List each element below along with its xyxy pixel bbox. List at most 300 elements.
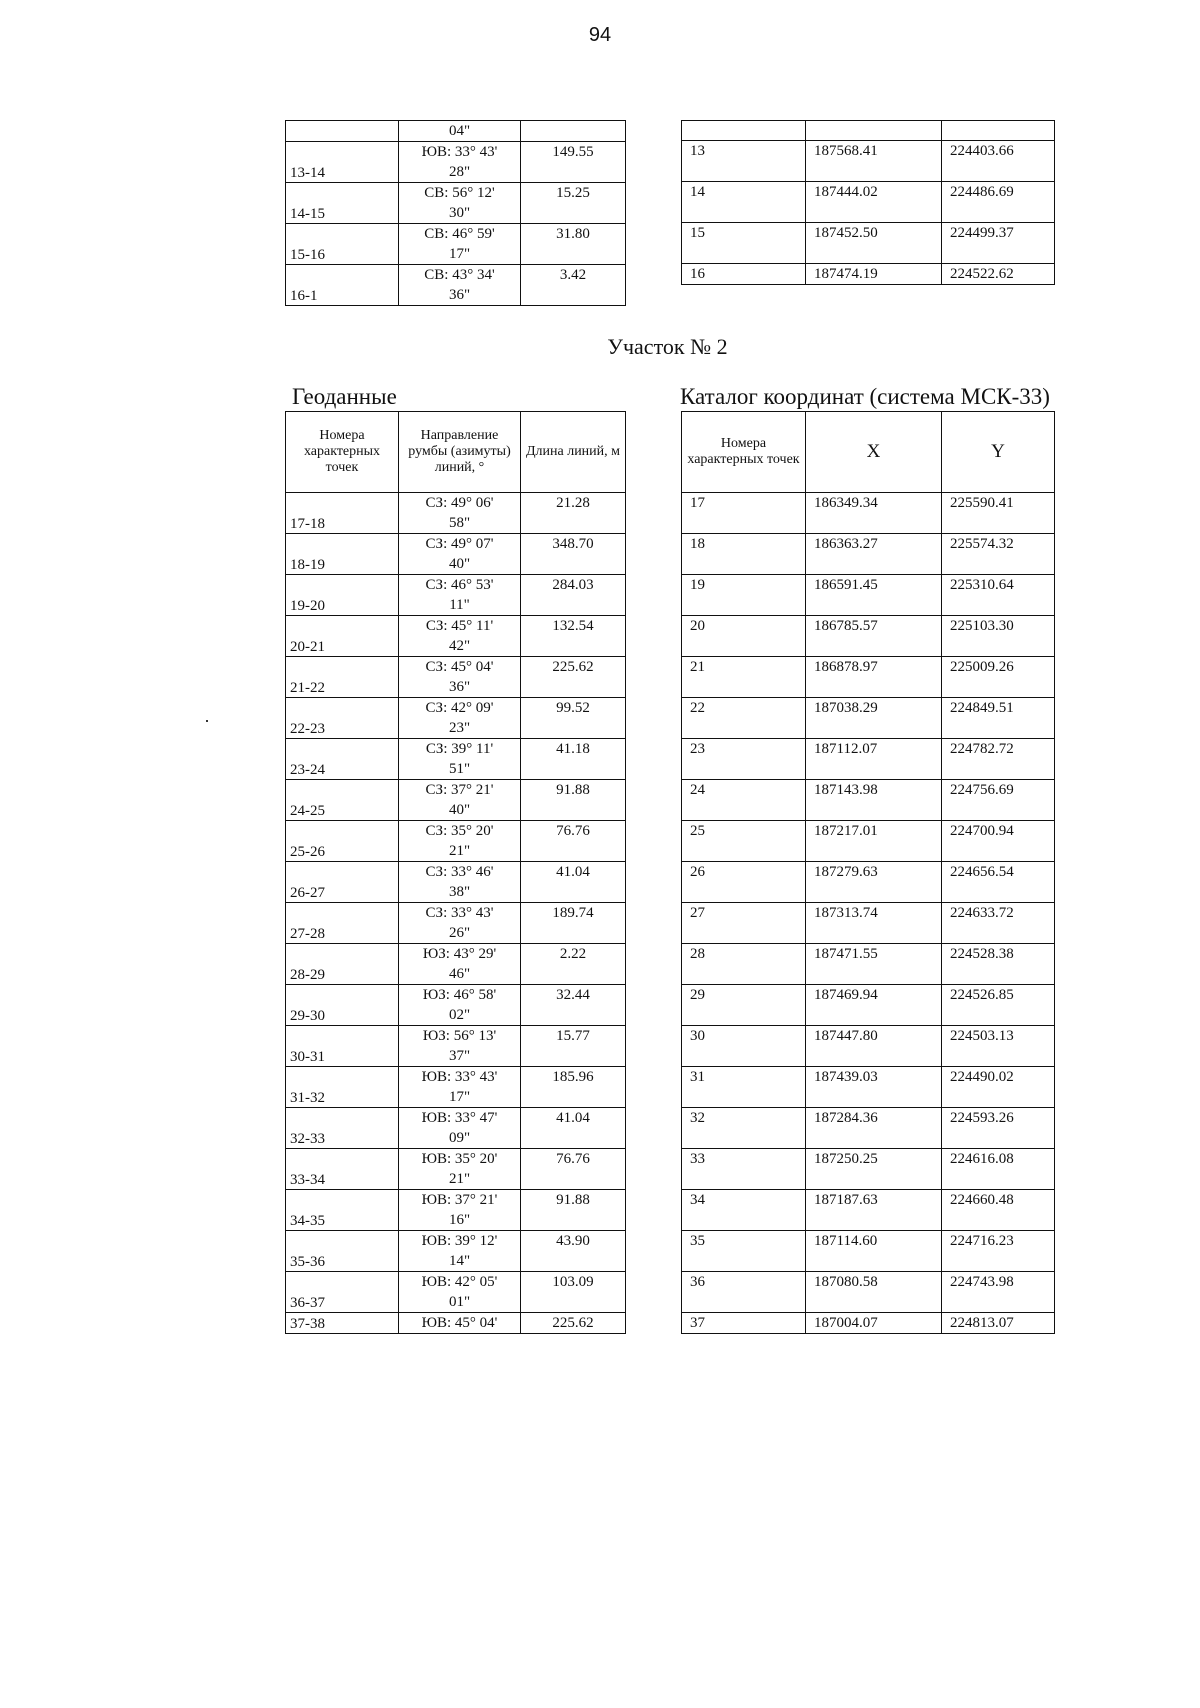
point-cell xyxy=(682,821,806,862)
x-cell-text: 187114.60 xyxy=(814,1233,878,1249)
y-cell xyxy=(942,1108,1055,1149)
y-cell-text: 224813.07 xyxy=(950,1315,1014,1331)
y-cell-text: 225574.32 xyxy=(950,536,1014,552)
length-cell-text: 348.70 xyxy=(552,536,594,552)
length-cell-text: 225.62 xyxy=(552,659,594,675)
length-cell xyxy=(521,1231,626,1272)
y-cell xyxy=(942,944,1055,985)
table-row xyxy=(286,183,626,224)
top-geodata-table xyxy=(285,120,626,306)
table-row xyxy=(682,944,1055,985)
segment-cell xyxy=(286,985,399,1026)
table-row xyxy=(286,657,626,698)
direction-cell-seconds: 09" xyxy=(448,1130,471,1146)
table-row xyxy=(682,657,1055,698)
point-cell-text: 36 xyxy=(690,1274,705,1290)
x-cell-text: 186363.27 xyxy=(814,536,878,552)
length-cell xyxy=(521,657,626,698)
point-cell xyxy=(682,1313,806,1334)
y-cell-text: 224503.13 xyxy=(950,1028,1014,1044)
y-cell xyxy=(942,1231,1055,1272)
segment-cell xyxy=(286,780,399,821)
x-cell xyxy=(806,903,942,944)
segment-cell-text: 30-31 xyxy=(290,1049,325,1065)
length-cell xyxy=(521,1067,626,1108)
segment-cell-text: 20-21 xyxy=(290,639,325,655)
segment-cell xyxy=(286,1108,399,1149)
x-cell-text: 186878.97 xyxy=(814,659,878,675)
point-cell xyxy=(682,264,806,285)
x-cell xyxy=(806,1190,942,1231)
x-cell-text: 187439.03 xyxy=(814,1069,878,1085)
length-cell xyxy=(521,265,626,306)
direction-cell xyxy=(399,903,521,944)
direction-cell-seconds: 16" xyxy=(448,1212,471,1228)
point-cell-text: 18 xyxy=(690,536,705,552)
y-cell xyxy=(942,985,1055,1026)
y-cell-text: 224526.85 xyxy=(950,987,1014,1003)
table-row xyxy=(682,739,1055,780)
table-row xyxy=(682,121,1055,141)
direction-cell-seconds: 23" xyxy=(448,720,471,736)
direction-cell xyxy=(399,575,521,616)
point-cell xyxy=(682,1190,806,1231)
direction-cell-text: СЗ: 45° 04' xyxy=(425,659,494,675)
length-cell-text: 132.54 xyxy=(552,618,594,634)
length-cell xyxy=(521,534,626,575)
length-cell xyxy=(521,493,626,534)
direction-cell-seconds: 38" xyxy=(448,884,471,900)
point-cell-text: 28 xyxy=(690,946,705,962)
y-cell xyxy=(942,182,1055,223)
direction-cell: 04" xyxy=(399,121,521,142)
direction-cell-text: СЗ: 35° 20' xyxy=(425,823,494,839)
header-points: Номера характерных точек xyxy=(682,412,806,493)
point-cell-text: 29 xyxy=(690,987,705,1003)
point-cell xyxy=(682,575,806,616)
y-cell-text: 224700.94 xyxy=(950,823,1014,839)
point-cell xyxy=(682,121,806,141)
table-row xyxy=(286,575,626,616)
segment-cell xyxy=(286,821,399,862)
point-cell xyxy=(682,1231,806,1272)
segment-cell-text: 23-24 xyxy=(290,762,325,778)
x-cell xyxy=(806,121,942,141)
table-row xyxy=(682,264,1055,285)
direction-cell-seconds: 46" xyxy=(448,966,471,982)
direction-cell-text: ЮВ: 33° 47' xyxy=(421,1110,498,1126)
direction-cell xyxy=(399,1149,521,1190)
y-cell xyxy=(942,1313,1055,1334)
segment-cell xyxy=(286,616,399,657)
length-cell-text: 99.52 xyxy=(556,700,590,716)
direction-cell-text: СВ: 56° 12' xyxy=(424,185,495,201)
table-row xyxy=(286,739,626,780)
table-row xyxy=(286,821,626,862)
table-row xyxy=(286,698,626,739)
direction-cell-seconds: 17" xyxy=(448,246,471,262)
y-cell xyxy=(942,121,1055,141)
direction-cell xyxy=(399,944,521,985)
point-cell-text: 15 xyxy=(690,225,705,241)
point-cell-text: 14 xyxy=(690,184,705,200)
point-cell xyxy=(682,616,806,657)
x-cell-text: 187469.94 xyxy=(814,987,878,1003)
x-cell xyxy=(806,739,942,780)
y-cell-text: 224756.69 xyxy=(950,782,1014,798)
direction-cell xyxy=(399,1313,521,1334)
segment-cell-text: 29-30 xyxy=(290,1008,325,1024)
point-cell xyxy=(682,1149,806,1190)
y-cell xyxy=(942,534,1055,575)
segment-cell-text: 35-36 xyxy=(290,1254,325,1270)
direction-cell-seconds: 37" xyxy=(448,1048,471,1064)
segment-cell xyxy=(286,862,399,903)
direction-cell xyxy=(399,1272,521,1313)
segment-cell xyxy=(286,903,399,944)
table-row xyxy=(682,1026,1055,1067)
header-length: Длина линий, м xyxy=(521,412,626,493)
geodata-table xyxy=(285,411,626,1334)
segment-cell xyxy=(286,1026,399,1067)
length-cell-text: 3.42 xyxy=(559,267,587,283)
length-cell-text: 91.88 xyxy=(556,1192,590,1208)
table-row xyxy=(682,493,1055,534)
point-cell xyxy=(682,657,806,698)
point-cell-text: 13 xyxy=(690,143,705,159)
table-row xyxy=(286,1026,626,1067)
direction-cell-text: СЗ: 37° 21' xyxy=(425,782,494,798)
y-cell xyxy=(942,862,1055,903)
direction-cell xyxy=(399,493,521,534)
x-cell-text: 186591.45 xyxy=(814,577,878,593)
table-row xyxy=(286,1149,626,1190)
coordinates-caption: Каталог координат (система МСК-33) xyxy=(680,384,1050,409)
y-cell xyxy=(942,1026,1055,1067)
length-cell xyxy=(521,862,626,903)
table-row xyxy=(682,903,1055,944)
point-cell-text: 22 xyxy=(690,700,705,716)
direction-cell-text: ЮВ: 33° 43' xyxy=(421,1069,498,1085)
table-row xyxy=(682,141,1055,182)
length-cell xyxy=(521,821,626,862)
x-cell-text: 187284.36 xyxy=(814,1110,878,1126)
length-cell-text: 189.74 xyxy=(552,905,594,921)
direction-cell-text: СЗ: 33° 43' xyxy=(425,905,494,921)
x-cell-text: 187143.98 xyxy=(814,782,878,798)
point-cell-text: 27 xyxy=(690,905,705,921)
table-row xyxy=(682,862,1055,903)
point-cell-text: 30 xyxy=(690,1028,705,1044)
x-cell-text: 187217.01 xyxy=(814,823,878,839)
direction-cell-seconds: 58" xyxy=(448,515,471,531)
y-cell xyxy=(942,739,1055,780)
point-cell-text: 19 xyxy=(690,577,705,593)
x-cell-text: 187004.07 xyxy=(814,1315,878,1331)
x-cell-text: 187313.74 xyxy=(814,905,878,921)
y-cell xyxy=(942,821,1055,862)
y-cell xyxy=(942,223,1055,264)
segment-cell-text: 28-29 xyxy=(290,967,325,983)
length-cell xyxy=(521,944,626,985)
direction-cell-text: СВ: 46° 59' xyxy=(424,226,495,242)
segment-cell xyxy=(286,698,399,739)
point-cell-text: 34 xyxy=(690,1192,705,1208)
table-row xyxy=(286,1190,626,1231)
y-cell-text: 225310.64 xyxy=(950,577,1014,593)
length-cell xyxy=(521,224,626,265)
direction-cell-seconds: 42" xyxy=(448,638,471,654)
table-row xyxy=(682,780,1055,821)
geodata-caption: Геоданные xyxy=(292,384,397,409)
direction-cell xyxy=(399,224,521,265)
direction-cell-text: СЗ: 33° 46' xyxy=(425,864,494,880)
y-cell-text: 225103.30 xyxy=(950,618,1014,634)
y-cell-text: 224656.54 xyxy=(950,864,1014,880)
segment-cell xyxy=(286,493,399,534)
segment-cell xyxy=(286,1190,399,1231)
top-coordinates-table xyxy=(681,120,1055,285)
point-cell-text: 20 xyxy=(690,618,705,634)
x-cell xyxy=(806,944,942,985)
direction-cell xyxy=(399,142,521,183)
x-cell xyxy=(806,141,942,182)
table-row xyxy=(682,1067,1055,1108)
segment-cell-text: 19-20 xyxy=(290,598,325,614)
y-cell-text: 224849.51 xyxy=(950,700,1014,716)
y-cell-text: 224528.38 xyxy=(950,946,1014,962)
y-cell xyxy=(942,1149,1055,1190)
length-cell xyxy=(521,903,626,944)
y-cell-text: 224486.69 xyxy=(950,184,1014,200)
header-points: Номера характерных точек xyxy=(286,412,399,493)
segment-cell xyxy=(286,575,399,616)
y-cell-text: 224716.23 xyxy=(950,1233,1014,1249)
direction-cell-seconds: 01" xyxy=(448,1294,471,1310)
x-cell xyxy=(806,1067,942,1108)
x-cell xyxy=(806,1149,942,1190)
table-row xyxy=(682,698,1055,739)
point-cell-text: 21 xyxy=(690,659,705,675)
point-cell-text: 26 xyxy=(690,864,705,880)
x-cell-text: 187112.07 xyxy=(814,741,878,757)
geodata-header-row xyxy=(286,412,626,493)
scan-speck xyxy=(206,720,208,722)
point-cell xyxy=(682,1067,806,1108)
segment-cell-text: 37-38 xyxy=(290,1316,325,1332)
length-cell-text: 31.80 xyxy=(556,226,590,242)
y-cell xyxy=(942,1067,1055,1108)
segment-cell xyxy=(286,1067,399,1108)
direction-cell-text: ЮВ: 45° 04' xyxy=(421,1315,498,1331)
length-cell-text: 15.25 xyxy=(556,185,590,201)
x-cell xyxy=(806,985,942,1026)
direction-cell-text: СЗ: 39° 11' xyxy=(425,741,494,757)
header-x: X xyxy=(806,412,942,493)
y-cell xyxy=(942,575,1055,616)
x-cell-text: 187444.02 xyxy=(814,184,878,200)
length-cell-text: 76.76 xyxy=(556,1151,590,1167)
x-cell xyxy=(806,493,942,534)
y-cell-text: 224616.08 xyxy=(950,1151,1014,1167)
table-row xyxy=(682,223,1055,264)
table-row xyxy=(286,1067,626,1108)
direction-cell-text: СВ: 43° 34' xyxy=(424,267,495,283)
table-row xyxy=(682,534,1055,575)
direction-cell xyxy=(399,821,521,862)
y-cell xyxy=(942,657,1055,698)
direction-cell-text: ЮВ: 35° 20' xyxy=(421,1151,498,1167)
segment-cell-text: 34-35 xyxy=(290,1213,325,1229)
direction-cell xyxy=(399,616,521,657)
y-cell-text: 224522.62 xyxy=(950,266,1014,282)
length-cell xyxy=(521,142,626,183)
segment-cell-text: 14-15 xyxy=(290,206,325,222)
x-cell xyxy=(806,1026,942,1067)
direction-cell-text: ЮВ: 37° 21' xyxy=(421,1192,498,1208)
table-row xyxy=(286,493,626,534)
segment-cell xyxy=(286,1272,399,1313)
point-cell-text: 32 xyxy=(690,1110,705,1126)
segment-cell-text: 18-19 xyxy=(290,557,325,573)
table-row xyxy=(286,534,626,575)
x-cell-text: 187279.63 xyxy=(814,864,878,880)
table-row xyxy=(286,1108,626,1149)
length-cell xyxy=(521,575,626,616)
length-cell-text: 15.77 xyxy=(556,1028,590,1044)
x-cell xyxy=(806,780,942,821)
segment-cell xyxy=(286,657,399,698)
y-cell-text: 224660.48 xyxy=(950,1192,1014,1208)
point-cell-text: 35 xyxy=(690,1233,705,1249)
direction-cell xyxy=(399,739,521,780)
segment-cell xyxy=(286,224,399,265)
direction-cell xyxy=(399,183,521,224)
length-cell xyxy=(521,780,626,821)
segment-cell xyxy=(286,739,399,780)
y-cell-text: 224782.72 xyxy=(950,741,1014,757)
segment-cell-text: 26-27 xyxy=(290,885,325,901)
segment-cell-text: 32-33 xyxy=(290,1131,325,1147)
length-cell-text: 185.96 xyxy=(552,1069,594,1085)
table-row xyxy=(286,985,626,1026)
table-row xyxy=(286,862,626,903)
direction-cell xyxy=(399,657,521,698)
point-cell-text: 25 xyxy=(690,823,705,839)
x-cell xyxy=(806,1231,942,1272)
direction-cell-seconds: 21" xyxy=(448,1171,471,1187)
segment-cell-text: 13-14 xyxy=(290,165,325,181)
point-cell-text: 37 xyxy=(690,1315,705,1331)
direction-cell-text: СЗ: 46° 53' xyxy=(425,577,494,593)
table-row xyxy=(682,985,1055,1026)
length-cell xyxy=(521,1026,626,1067)
direction-cell-seconds: 51" xyxy=(448,761,471,777)
direction-cell-text: ЮВ: 39° 12' xyxy=(421,1233,498,1249)
length-cell xyxy=(521,1272,626,1313)
table-row xyxy=(682,1313,1055,1334)
x-cell-text: 187568.41 xyxy=(814,143,878,159)
direction-cell-text: ЮЗ: 56° 13' xyxy=(422,1028,497,1044)
segment-cell xyxy=(286,534,399,575)
table-row xyxy=(286,121,626,142)
x-cell xyxy=(806,1272,942,1313)
point-cell xyxy=(682,739,806,780)
direction-cell xyxy=(399,985,521,1026)
length-cell xyxy=(521,698,626,739)
direction-cell-seconds: 17" xyxy=(448,1089,471,1105)
point-cell xyxy=(682,223,806,264)
x-cell-text: 187452.50 xyxy=(814,225,878,241)
y-cell xyxy=(942,780,1055,821)
direction-cell-text: ЮЗ: 43° 29' xyxy=(422,946,497,962)
segment-cell-text: 16-1 xyxy=(290,288,318,304)
point-cell xyxy=(682,780,806,821)
length-cell-text: 225.62 xyxy=(552,1315,594,1331)
x-cell-text: 187471.55 xyxy=(814,946,878,962)
table-row xyxy=(286,1231,626,1272)
x-cell xyxy=(806,657,942,698)
length-cell-text: 41.18 xyxy=(556,741,590,757)
table-row xyxy=(682,616,1055,657)
x-cell xyxy=(806,534,942,575)
x-cell-text: 187080.58 xyxy=(814,1274,878,1290)
x-cell-text: 187474.19 xyxy=(814,266,878,282)
length-cell-text: 103.09 xyxy=(552,1274,594,1290)
direction-cell-seconds: 02" xyxy=(448,1007,471,1023)
y-cell-text: 224633.72 xyxy=(950,905,1014,921)
point-cell xyxy=(682,698,806,739)
y-cell xyxy=(942,698,1055,739)
x-cell xyxy=(806,1108,942,1149)
x-cell xyxy=(806,182,942,223)
direction-cell-seconds: 30" xyxy=(448,205,471,221)
length-cell xyxy=(521,985,626,1026)
segment-cell-text: 24-25 xyxy=(290,803,325,819)
table-row xyxy=(286,780,626,821)
y-cell xyxy=(942,264,1055,285)
x-cell xyxy=(806,223,942,264)
table-row xyxy=(286,944,626,985)
table-row xyxy=(682,1190,1055,1231)
point-cell xyxy=(682,985,806,1026)
table-row xyxy=(682,182,1055,223)
length-cell-text: 284.03 xyxy=(552,577,594,593)
point-cell xyxy=(682,862,806,903)
direction-cell-text: СЗ: 42° 09' xyxy=(425,700,494,716)
y-cell xyxy=(942,903,1055,944)
x-cell xyxy=(806,616,942,657)
direction-cell xyxy=(399,1231,521,1272)
length-cell-text: 41.04 xyxy=(556,1110,590,1126)
segment-cell-text: 36-37 xyxy=(290,1295,325,1311)
direction-cell xyxy=(399,1067,521,1108)
table-row xyxy=(682,821,1055,862)
length-cell xyxy=(521,739,626,780)
point-cell xyxy=(682,1026,806,1067)
y-cell xyxy=(942,141,1055,182)
segment-cell-text: 22-23 xyxy=(290,721,325,737)
point-cell xyxy=(682,1272,806,1313)
y-cell-text: 224593.26 xyxy=(950,1110,1014,1126)
length-cell xyxy=(521,1190,626,1231)
direction-cell-seconds: 40" xyxy=(448,802,471,818)
point-cell-text: 24 xyxy=(690,782,705,798)
direction-cell xyxy=(399,698,521,739)
length-cell-text: 43.90 xyxy=(556,1233,590,1249)
segment-cell-text: 15-16 xyxy=(290,247,325,263)
y-cell-text: 224403.66 xyxy=(950,143,1014,159)
